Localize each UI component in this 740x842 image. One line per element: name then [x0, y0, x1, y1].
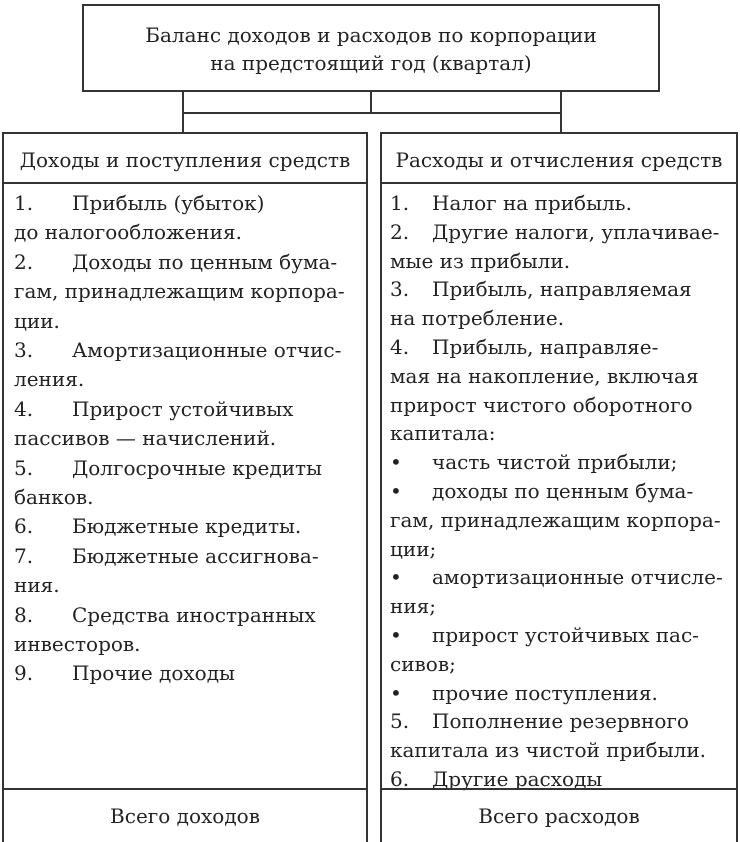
list-item-text: амортизационные отчисле-: [432, 565, 723, 590]
list-item-text: Другие налоги, уплачивае-: [432, 219, 720, 244]
list-item-text: пассивов — начислений.: [14, 426, 277, 451]
list-number: 2.: [390, 219, 410, 244]
title-line-2: на предстоящий год (квартал): [210, 51, 532, 75]
expense-header: [380, 132, 738, 184]
connector-horizontal: [182, 112, 562, 114]
income-column: [2, 132, 368, 842]
list-item-text: Прирост устойчивых: [72, 396, 294, 421]
connector-title-down: [370, 92, 372, 114]
list-item-text: Бюджетные ассигнова-: [72, 543, 319, 568]
list-item-text: часть чистой прибыли;: [432, 450, 678, 475]
list-item-text: Доходы по ценным бума-: [72, 249, 338, 274]
list-bullet: •: [390, 680, 402, 705]
list-item-text: капитала из чистой прибыли.: [390, 738, 707, 763]
list-item-text: Прибыль, направляемая: [432, 277, 692, 302]
list-item-text: ния;: [390, 594, 437, 619]
list-item-text: ции.: [14, 308, 60, 333]
list-item-text: прирост чистого оборотного: [390, 392, 693, 417]
list-bullet: •: [390, 479, 402, 503]
connector-right-branch: [560, 92, 562, 132]
list-number: 7.: [14, 543, 34, 568]
list-item-text: мые из прибыли.: [390, 248, 571, 273]
list-item-text: Другие расходы: [432, 767, 603, 791]
list-item-text: Долгосрочные кредиты: [72, 455, 322, 480]
list-number: 1.: [390, 191, 410, 215]
expense-header-label: Расходы и отчисления средств: [395, 148, 723, 172]
list-number: 8.: [14, 602, 34, 627]
expense-footer: [380, 788, 738, 842]
list-item-text: гам, принадлежащим корпора-: [14, 279, 345, 304]
list-item-text: ления.: [14, 367, 85, 392]
list-bullet: •: [390, 450, 402, 475]
list-item-text: Средства иностранных: [72, 602, 316, 627]
income-header-label: Доходы и поступления средств: [19, 148, 351, 172]
connector-left-branch: [182, 92, 184, 132]
list-item-text: Налог на прибыль.: [432, 191, 632, 215]
list-number: 9.: [14, 661, 34, 686]
list-number: 3.: [14, 338, 34, 362]
income-footer: [2, 788, 368, 842]
list-item-text: на потребление.: [390, 306, 565, 331]
list-item-text: Прибыль, направляе-: [432, 335, 659, 359]
list-item-text: Прочие доходы: [72, 661, 235, 686]
list-item-text: гам, принадлежащим корпора-: [390, 507, 721, 532]
list-item-text: Прибыль (убыток): [72, 191, 265, 215]
list-number: 5.: [14, 455, 34, 480]
list-item-text: банков.: [14, 485, 94, 509]
list-item-text: Амортизационные отчис-: [72, 338, 342, 362]
list-number: 6.: [14, 514, 34, 539]
list-bullet: •: [390, 623, 402, 647]
list-item-text: сивов;: [390, 651, 456, 676]
income-header: [2, 132, 368, 184]
list-item-text: Пополнение резервного: [432, 709, 689, 734]
list-item-text: мая на накопление, включая: [390, 363, 699, 388]
list-item-text: ции;: [390, 536, 437, 561]
list-number: 5.: [390, 709, 410, 734]
list-item-text: капитала:: [390, 421, 496, 446]
list-item-text: инвесторов.: [14, 632, 141, 656]
expense-column: [380, 132, 738, 842]
title-line-1: Баланс доходов и расходов по корпорации: [145, 23, 597, 47]
list-number: 3.: [390, 277, 410, 302]
list-number: 1.: [14, 191, 34, 215]
expense-list: [380, 182, 738, 790]
list-item-text: доходы по ценным бума-: [432, 479, 694, 503]
list-bullet: •: [390, 565, 402, 590]
list-number: 6.: [390, 767, 410, 791]
income-list: [2, 182, 368, 790]
expense-total-label: Всего расходов: [478, 804, 640, 828]
list-item-text: прочие поступления.: [432, 680, 658, 705]
list-number: 2.: [14, 249, 34, 274]
list-item-text: до налогообложения.: [14, 220, 242, 245]
income-total-label: Всего доходов: [110, 804, 260, 828]
list-item-text: прирост устойчивых пас-: [432, 623, 699, 647]
list-item-text: Бюджетные кредиты.: [72, 514, 302, 539]
list-number: 4.: [390, 335, 410, 359]
list-number: 4.: [14, 396, 34, 421]
title-box: [82, 4, 660, 92]
list-item-text: ния.: [14, 573, 60, 598]
